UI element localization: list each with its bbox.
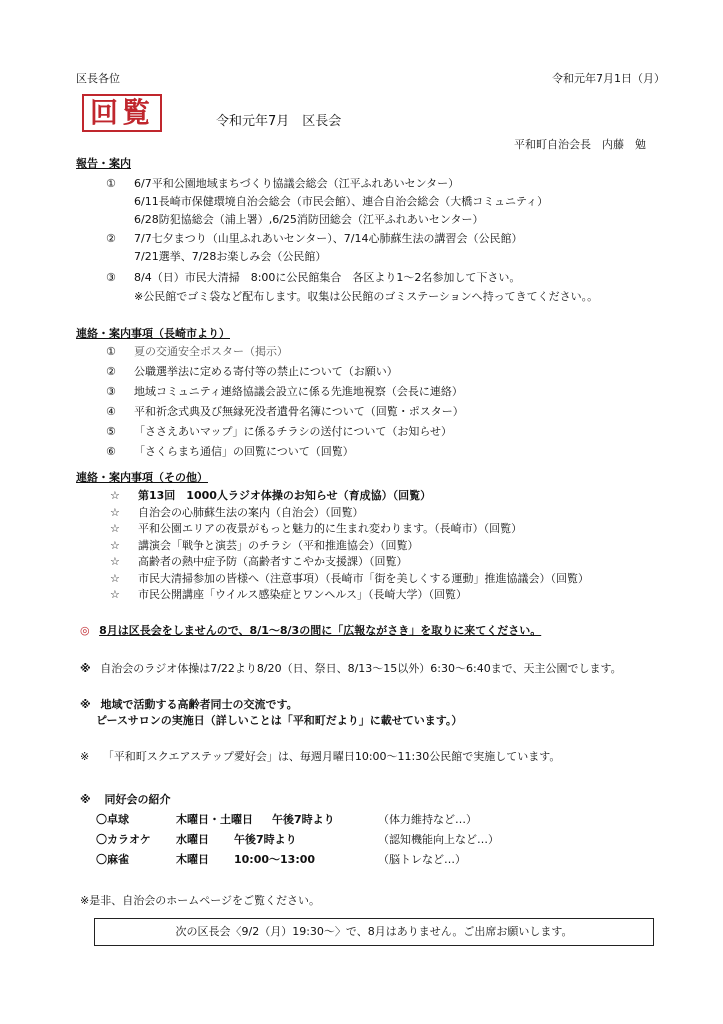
square-step-notice bbox=[80, 750, 560, 764]
club-name: 〇麻雀 bbox=[96, 853, 129, 866]
next-meeting-text: 次の区長会〈9/2（月）19:30～〉で、8月はありません。ご出席お願いします。 bbox=[175, 925, 573, 938]
item-marker: ② bbox=[106, 365, 116, 378]
club-day: 木曜日・土曜日 bbox=[176, 813, 253, 826]
star-icon: ☆ bbox=[110, 555, 120, 568]
item-line: ※公民館でゴミ袋など配布します。収集は公民館のゴミステーションへ持ってきてください。。 bbox=[134, 290, 599, 303]
double-circle-icon: ◎ bbox=[80, 624, 90, 637]
next-meeting-box bbox=[94, 918, 654, 946]
addressee: 区長各位 bbox=[76, 72, 120, 85]
note-marker: ※ bbox=[80, 793, 91, 806]
table-row bbox=[96, 833, 499, 853]
page-title: 令和元年7月 区長会 bbox=[216, 114, 342, 129]
salon-line: ピースサロンの実施日（詳しいことは「平和町だより」に載せています。） bbox=[96, 714, 463, 727]
section1-item bbox=[106, 177, 459, 191]
item-line: 8/4（日）市民大清掃 8:00に公民館集合 各区より1～2名参加して下さい。 bbox=[134, 271, 521, 284]
item-marker: ④ bbox=[106, 405, 116, 418]
salon-notice bbox=[80, 698, 298, 712]
section2-heading: 連絡・案内事項（長崎市より） bbox=[76, 327, 230, 340]
section3-list bbox=[110, 489, 589, 605]
item-line: 6/28防犯協総会（浦上署）,6/25消防団総会（江平ふれあいセンター） bbox=[134, 213, 484, 226]
item-marker: ⑥ bbox=[106, 445, 116, 458]
list-item: 「さくらまち通信」の回覧について（回覧） bbox=[134, 445, 354, 458]
list-item: 自治会の心肺蘇生法の案内（自治会）（回覧） bbox=[138, 505, 364, 519]
item-marker: ⑤ bbox=[106, 425, 116, 438]
club-day: 水曜日 bbox=[176, 833, 209, 846]
star-icon: ☆ bbox=[110, 522, 120, 535]
note-marker: ※ bbox=[80, 750, 90, 763]
section1-heading: 報告・案内 bbox=[76, 157, 131, 170]
star-icon: ☆ bbox=[110, 538, 120, 552]
club-name: 〇カラオケ bbox=[96, 833, 151, 846]
radio-notice bbox=[80, 662, 622, 676]
table-row bbox=[96, 853, 499, 873]
list-item: 市民公開講座「ウイルス感染症とワンヘルス」（長崎大学）（回覧） bbox=[138, 588, 468, 601]
club-time: 10:00～13:00 bbox=[234, 853, 316, 866]
item-marker: ③ bbox=[106, 385, 116, 398]
august-notice bbox=[80, 624, 541, 638]
clubs-heading-text: 同好会の紹介 bbox=[104, 793, 171, 806]
list-item: 地域コミュニティ連絡協議会設立に係る先進地視察（会長に連絡） bbox=[134, 385, 463, 398]
list-item: 「ささえあいマップ」に係るチラシの送付について（お知らせ） bbox=[134, 425, 453, 438]
list-item: 平和祈念式典及び無縁死没者遺骨名簿について（回覧・ポスター） bbox=[134, 405, 464, 418]
star-icon: ☆ bbox=[110, 489, 120, 502]
club-day: 木曜日 bbox=[176, 853, 209, 866]
list-item: 第13回 1000人ラジオ体操のお知らせ（育成協）（回覧） bbox=[138, 489, 432, 502]
item-line: 7/7七夕まつり（山里ふれあいセンター）、7/14心肺蘇生法の講習会（公民館） bbox=[134, 232, 523, 245]
list-item: 公職選挙法に定める寄付等の禁止について（お願い） bbox=[134, 365, 398, 378]
item-line: 6/7平和公園地域まちづくり協議会総会（江平ふれあいセンター） bbox=[134, 177, 460, 190]
list-item: 講演会「戦争と演芸」のチラシ（平和推進協会）（回覧） bbox=[138, 538, 419, 552]
note-marker: ※ bbox=[80, 698, 91, 711]
table-row bbox=[96, 813, 499, 833]
list-item: 市民大清掃参加の皆様へ（注意事項）（長崎市「街を美しくする運動」推進協議会）（回覧） bbox=[138, 571, 589, 585]
circulation-stamp: 回覧 bbox=[82, 94, 162, 132]
club-time: 午後7時より bbox=[234, 833, 297, 846]
item-line: 6/11長崎市保健環境自治会総会（市民会館）、連合自治会総会（大橋コミュニティ） bbox=[134, 195, 549, 208]
august-notice-text: 8月は区長会をしませんので、8/1～8/3の間に「広報ながさき」を取りに来てください。 bbox=[99, 624, 542, 637]
section1-item bbox=[106, 232, 522, 246]
section3-heading: 連絡・案内事項（その他） bbox=[76, 471, 208, 484]
club-name: 〇卓球 bbox=[96, 813, 129, 826]
item-marker: ③ bbox=[106, 271, 116, 284]
sender: 平和町自治会長 内藤 勉 bbox=[514, 138, 646, 151]
star-icon: ☆ bbox=[110, 505, 120, 519]
clubs-heading bbox=[80, 793, 171, 807]
star-icon: ☆ bbox=[110, 588, 120, 601]
list-item: 平和公園エリアの夜景がもっと魅力的に生まれ変わります。（長崎市）（回覧） bbox=[138, 522, 523, 535]
list-item: 夏の交通安全ポスター（掲示） bbox=[134, 345, 288, 358]
salon-line: 地域で活動する高齢者同士の交流です。 bbox=[100, 698, 298, 711]
list-item: 高齢者の熱中症予防（高齢者すこやか支援課）（回覧） bbox=[138, 555, 408, 568]
star-icon: ☆ bbox=[110, 571, 120, 585]
club-note: （脳トレなど…） bbox=[378, 853, 466, 866]
club-note: （体力維持など…） bbox=[378, 813, 477, 826]
club-note: （認知機能向上など…） bbox=[378, 833, 499, 846]
item-marker: ① bbox=[106, 177, 116, 190]
item-marker: ② bbox=[106, 232, 116, 245]
note-marker: ※ bbox=[80, 662, 91, 675]
club-time: 午後7時より bbox=[272, 813, 335, 826]
date: 令和元年7月1日（月） bbox=[552, 72, 665, 85]
square-step-text: 「平和町スクエアステップ愛好会」は、毎週月曜日10:00～11:30公民館で実施しています。 bbox=[102, 750, 561, 763]
item-marker: ① bbox=[106, 345, 116, 358]
clubs-table bbox=[96, 813, 499, 873]
section1-item bbox=[106, 271, 520, 285]
homepage-notice: ※是非、自治会のホームページをご覧ください。 bbox=[80, 894, 320, 907]
item-line: 7/21選挙、7/28お楽しみ会（公民館） bbox=[134, 250, 327, 263]
section2-list bbox=[106, 345, 464, 465]
radio-notice-text: 自治会のラジオ体操は7/22より8/20（日、祭日、8/13～15以外）6:30～6:40まで、天主公園でします。 bbox=[100, 662, 622, 675]
